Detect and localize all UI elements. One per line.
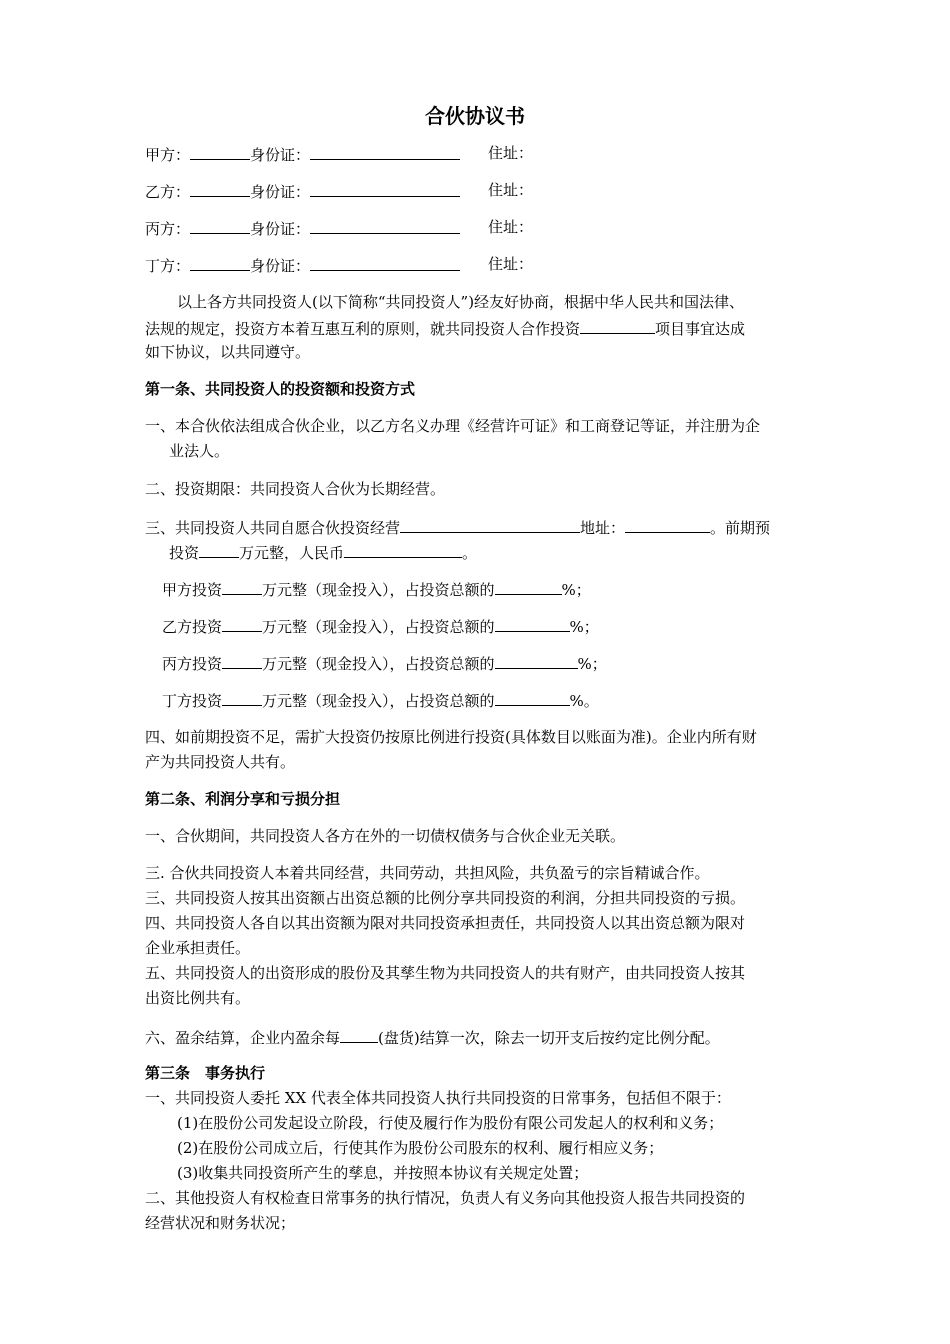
settlement-period-blank bbox=[340, 1026, 378, 1043]
share-row bbox=[162, 689, 599, 711]
share-amount-blank bbox=[222, 689, 262, 706]
party-id-label: 身份证： bbox=[250, 146, 311, 164]
intro-text: 项目事宜达成 bbox=[655, 320, 746, 338]
share-row bbox=[162, 652, 607, 674]
share-label: 乙方投资 bbox=[162, 618, 223, 636]
article-2-clause-1: 一、合伙期间，共同投资人各方在外的一切债权债务与合伙企业无关联。 bbox=[145, 827, 626, 845]
party-row-c bbox=[145, 217, 805, 239]
clause-text: (盘货)结算一次，除去一切开支后按约定比例分配。 bbox=[378, 1029, 720, 1047]
article-1-clause-1-cont: 业法人。 bbox=[169, 442, 230, 460]
party-row-b bbox=[145, 180, 805, 202]
share-percent-blank bbox=[495, 652, 578, 669]
article-2-heading: 第二条、利润分享和亏损分担 bbox=[145, 790, 341, 808]
article-3-item-2: (2)在股份公司成立后，行使其作为股份公司股东的权利、履行相应义务； bbox=[177, 1139, 664, 1157]
share-text: 万元整（现金投入），占投资总额的 bbox=[262, 581, 495, 599]
address-blank bbox=[625, 516, 710, 533]
party-address-label: 住址： bbox=[488, 255, 534, 273]
article-1-clause-2: 二、投资期限：共同投资人合伙为长期经营。 bbox=[145, 480, 446, 498]
intro-line-1: 以上各方共同投资人(以下简称“共同投资人”)经友好协商，根据中华人民共和国法律、 bbox=[177, 293, 745, 311]
party-name: 乙方： bbox=[145, 183, 191, 201]
clause-text: 万元整，人民币 bbox=[239, 544, 345, 562]
share-label: 丁方投资 bbox=[162, 692, 223, 710]
share-label: 甲方投资 bbox=[162, 581, 223, 599]
share-amount-blank bbox=[222, 652, 262, 669]
article-1-clause-4-cont: 产为共同投资人共有。 bbox=[145, 753, 296, 771]
clause-text: 。前期预 bbox=[710, 519, 771, 537]
party-name-blank bbox=[190, 254, 250, 271]
article-2-clause-5: 五、共同投资人的出资形成的股份及其孳生物为共同投资人的共有财产，由共同投资人按其 bbox=[145, 964, 746, 982]
share-percent-blank bbox=[495, 578, 562, 595]
article-3-item-3: (3)收集共同投资所产生的孳息，并按照本协议有关规定处置； bbox=[177, 1164, 589, 1182]
party-id-blank bbox=[310, 217, 460, 234]
party-row-d bbox=[145, 254, 805, 276]
clause-text: 投资 bbox=[169, 544, 200, 562]
share-text: %； bbox=[561, 581, 591, 599]
share-text: 万元整（现金投入），占投资总额的 bbox=[262, 692, 495, 710]
party-id-label: 身份证： bbox=[250, 257, 311, 275]
project-blank bbox=[580, 317, 655, 334]
clause-text: 。 bbox=[462, 544, 478, 562]
article-1-heading: 第一条、共同投资人的投资额和投资方式 bbox=[145, 380, 416, 398]
article-1-clause-4: 四、如前期投资不足，需扩大投资仍按原比例进行投资(具体数目以账面为准)。企业内所有财 bbox=[145, 728, 757, 746]
share-percent-blank bbox=[495, 689, 570, 706]
share-percent-blank bbox=[495, 615, 570, 632]
article-2-clause-4: 四、共同投资人各自以其出资额为限对共同投资承担责任，共同投资人以其出资总额为限对 bbox=[145, 914, 746, 932]
article-1-clause-3-cont bbox=[169, 541, 477, 563]
intro-line-2 bbox=[145, 317, 745, 339]
business-blank bbox=[400, 516, 580, 533]
article-2-clause-4-cont: 企业承担责任。 bbox=[145, 939, 251, 957]
article-2-clause-5-cont: 出资比例共有。 bbox=[145, 989, 251, 1007]
share-label: 丙方投资 bbox=[162, 655, 223, 673]
party-name-blank bbox=[190, 180, 250, 197]
document-title: 合伙协议书 bbox=[425, 104, 525, 128]
share-text: %； bbox=[577, 655, 607, 673]
party-address-label: 住址： bbox=[488, 144, 534, 162]
intro-line-3: 如下协议，以共同遵守。 bbox=[145, 343, 311, 361]
party-id-blank bbox=[310, 143, 460, 160]
article-2-clause-6 bbox=[145, 1026, 720, 1048]
party-id-label: 身份证： bbox=[250, 220, 311, 238]
party-name: 丁方： bbox=[145, 257, 191, 275]
party-address-label: 住址： bbox=[488, 218, 534, 236]
article-3-clause-2: 二、其他投资人有权检查日常事务的执行情况，负责人有义务向其他投资人报告共同投资的 bbox=[145, 1189, 746, 1207]
share-text: 万元整（现金投入），占投资总额的 bbox=[262, 655, 495, 673]
party-name: 甲方： bbox=[145, 146, 191, 164]
share-text: %。 bbox=[569, 692, 599, 710]
share-row bbox=[162, 615, 599, 637]
article-1-clause-3 bbox=[145, 516, 770, 538]
article-3-heading: 第三条 事务执行 bbox=[145, 1064, 266, 1082]
party-id-label: 身份证： bbox=[250, 183, 311, 201]
share-amount-blank bbox=[222, 615, 262, 632]
party-row-a bbox=[145, 143, 805, 165]
clause-text: 六、盈余结算，企业内盈余每 bbox=[145, 1029, 341, 1047]
article-1-clause-1: 一、本合伙依法组成合伙企业，以乙方名义办理《经营许可证》和工商登记等证，并注册为企 bbox=[145, 417, 761, 435]
party-address-label: 住址： bbox=[488, 181, 534, 199]
share-text: %； bbox=[569, 618, 599, 636]
article-3-item-1: (1)在股份公司发起设立阶段，行使及履行作为股份有限公司发起人的权利和义务； bbox=[177, 1114, 724, 1132]
clause-text: 三、共同投资人共同自愿合伙投资经营 bbox=[145, 519, 401, 537]
party-name-blank bbox=[190, 217, 250, 234]
party-id-blank bbox=[310, 180, 460, 197]
share-amount-blank bbox=[222, 578, 262, 595]
share-text: 万元整（现金投入），占投资总额的 bbox=[262, 618, 495, 636]
article-2-clause-3: 三、共同投资人按其出资额占出资总额的比例分享共同投资的利润，分担共同投资的亏损。 bbox=[145, 889, 746, 907]
article-3-clause-1: 一、共同投资人委托 XX 代表全体共同投资人执行共同投资的日常事务，包括但不限于： bbox=[145, 1089, 731, 1107]
intro-text: 法规的规定，投资方本着互惠互利的原则，就共同投资人合作投资 bbox=[145, 320, 581, 338]
clause-text: 地址： bbox=[580, 519, 626, 537]
party-name: 丙方： bbox=[145, 220, 191, 238]
rmb-blank bbox=[344, 541, 462, 558]
amount-blank bbox=[199, 541, 239, 558]
article-2-clause-2: 三. 合伙共同投资人本着共同经营，共同劳动，共担风险，共负盈亏的宗旨精诚合作。 bbox=[145, 864, 710, 882]
party-name-blank bbox=[190, 143, 250, 160]
share-row bbox=[162, 578, 591, 600]
article-3-clause-2-cont: 经营状况和财务状况； bbox=[145, 1214, 296, 1232]
party-id-blank bbox=[310, 254, 460, 271]
